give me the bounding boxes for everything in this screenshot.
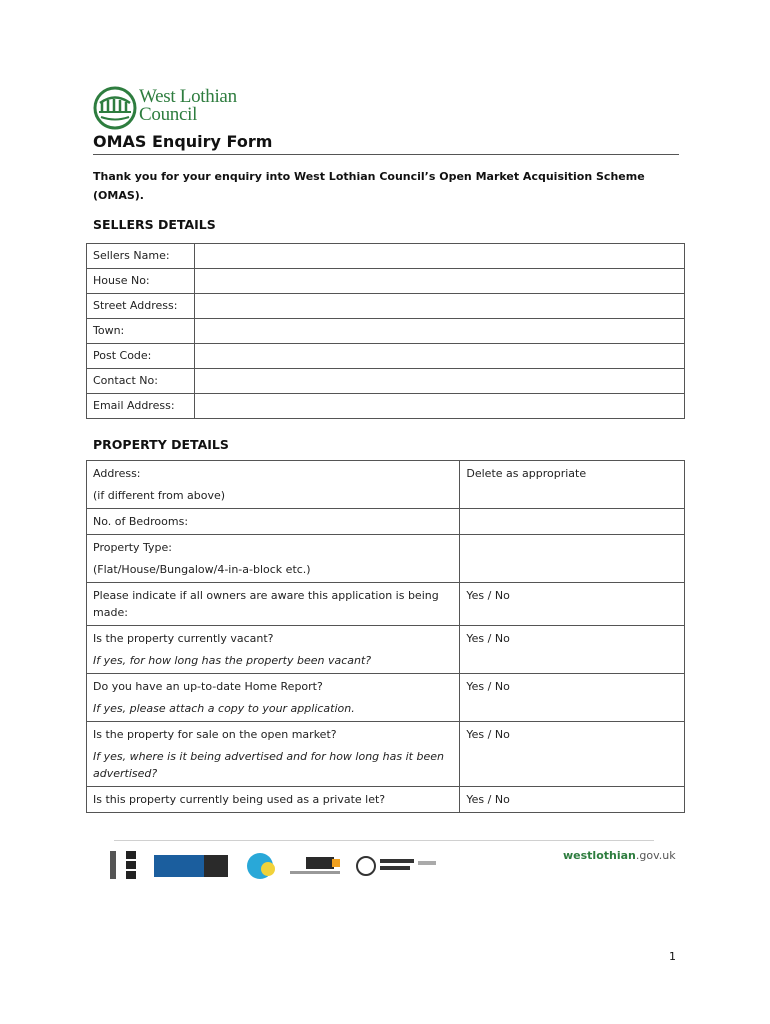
question-cell bbox=[87, 787, 460, 813]
sellers-table bbox=[86, 243, 685, 419]
question-text: Please indicate if all owners are aware this application is being made: bbox=[93, 589, 439, 619]
question-note: (Flat/House/Bungalow/4-in-a-block etc.) bbox=[93, 563, 311, 576]
table-row bbox=[87, 787, 685, 813]
question-cell bbox=[87, 722, 460, 787]
table-row bbox=[87, 269, 685, 294]
house-no-field[interactable] bbox=[195, 269, 685, 294]
council-logo bbox=[93, 86, 273, 130]
question-cell bbox=[87, 535, 460, 583]
question-text: Address: bbox=[93, 467, 141, 480]
question-cell bbox=[87, 509, 460, 535]
field-label: Town: bbox=[87, 319, 195, 344]
answer-cell[interactable]: Yes / No bbox=[460, 583, 685, 626]
table-row bbox=[87, 344, 685, 369]
street-address-field[interactable] bbox=[195, 294, 685, 319]
intro-text: Thank you for your enquiry into West Lothian Council’s Open Market Acquisition Scheme (OMAS). bbox=[93, 170, 645, 202]
question-note: If yes, for how long has the property been vacant? bbox=[93, 654, 372, 667]
sellers-name-field[interactable] bbox=[195, 244, 685, 269]
question-note: If yes, please attach a copy to your application. bbox=[93, 702, 355, 715]
question-cell bbox=[87, 583, 460, 626]
table-row bbox=[87, 461, 685, 509]
answer-cell[interactable]: Yes / No bbox=[460, 674, 685, 722]
answer-cell[interactable]: Yes / No bbox=[460, 722, 685, 787]
question-cell bbox=[87, 626, 460, 674]
question-text: Property Type: bbox=[93, 541, 173, 554]
question-text: No. of Bedrooms: bbox=[93, 515, 189, 528]
field-label: Contact No: bbox=[87, 369, 195, 394]
table-row bbox=[87, 535, 685, 583]
table-row bbox=[87, 294, 685, 319]
table-row bbox=[87, 583, 685, 626]
question-cell bbox=[87, 461, 460, 509]
question-cell bbox=[87, 674, 460, 722]
table-row bbox=[87, 369, 685, 394]
page-title: OMAS Enquiry Form bbox=[93, 132, 273, 151]
council-crest-icon bbox=[93, 86, 137, 130]
website-domain: westlothian bbox=[563, 849, 636, 862]
question-text: Do you have an up-to-date Home Report? bbox=[93, 680, 323, 693]
question-note: (if different from above) bbox=[93, 489, 226, 502]
field-label: Post Code: bbox=[87, 344, 195, 369]
answer-cell[interactable]: Yes / No bbox=[460, 787, 685, 813]
question-text: Is this property currently being used as a private let? bbox=[93, 793, 386, 806]
field-label: Street Address: bbox=[87, 294, 195, 319]
answer-cell[interactable]: Yes / No bbox=[460, 626, 685, 674]
table-row bbox=[87, 319, 685, 344]
accreditation-logos-icon bbox=[108, 845, 448, 885]
property-table bbox=[86, 460, 685, 813]
field-label: Sellers Name: bbox=[87, 244, 195, 269]
footer-divider bbox=[114, 840, 654, 841]
table-row bbox=[87, 509, 685, 535]
contact-no-field[interactable] bbox=[195, 369, 685, 394]
question-note: If yes, where is it being advertised and for how long has it been advertised? bbox=[93, 750, 444, 780]
town-field[interactable] bbox=[195, 319, 685, 344]
sellers-heading: SELLERS DETAILS bbox=[93, 217, 216, 232]
website-link[interactable] bbox=[563, 849, 676, 862]
table-row bbox=[87, 244, 685, 269]
table-row bbox=[87, 394, 685, 419]
answer-cell[interactable] bbox=[460, 535, 685, 583]
question-text: Is the property for sale on the open market? bbox=[93, 728, 337, 741]
field-label: House No: bbox=[87, 269, 195, 294]
logo-line-1: West Lothian bbox=[139, 86, 237, 107]
title-divider bbox=[93, 154, 679, 155]
field-label: Email Address: bbox=[87, 394, 195, 419]
question-text: Is the property currently vacant? bbox=[93, 632, 274, 645]
logo-line-2: Council bbox=[139, 104, 198, 125]
property-heading: PROPERTY DETAILS bbox=[93, 437, 229, 452]
table-row bbox=[87, 722, 685, 787]
table-row bbox=[87, 674, 685, 722]
table-row bbox=[87, 626, 685, 674]
post-code-field[interactable] bbox=[195, 344, 685, 369]
answer-cell[interactable]: Delete as appropriate bbox=[460, 461, 685, 509]
answer-cell[interactable] bbox=[460, 509, 685, 535]
page-number: 1 bbox=[669, 950, 676, 963]
email-address-field[interactable] bbox=[195, 394, 685, 419]
website-suffix: .gov.uk bbox=[635, 849, 676, 862]
